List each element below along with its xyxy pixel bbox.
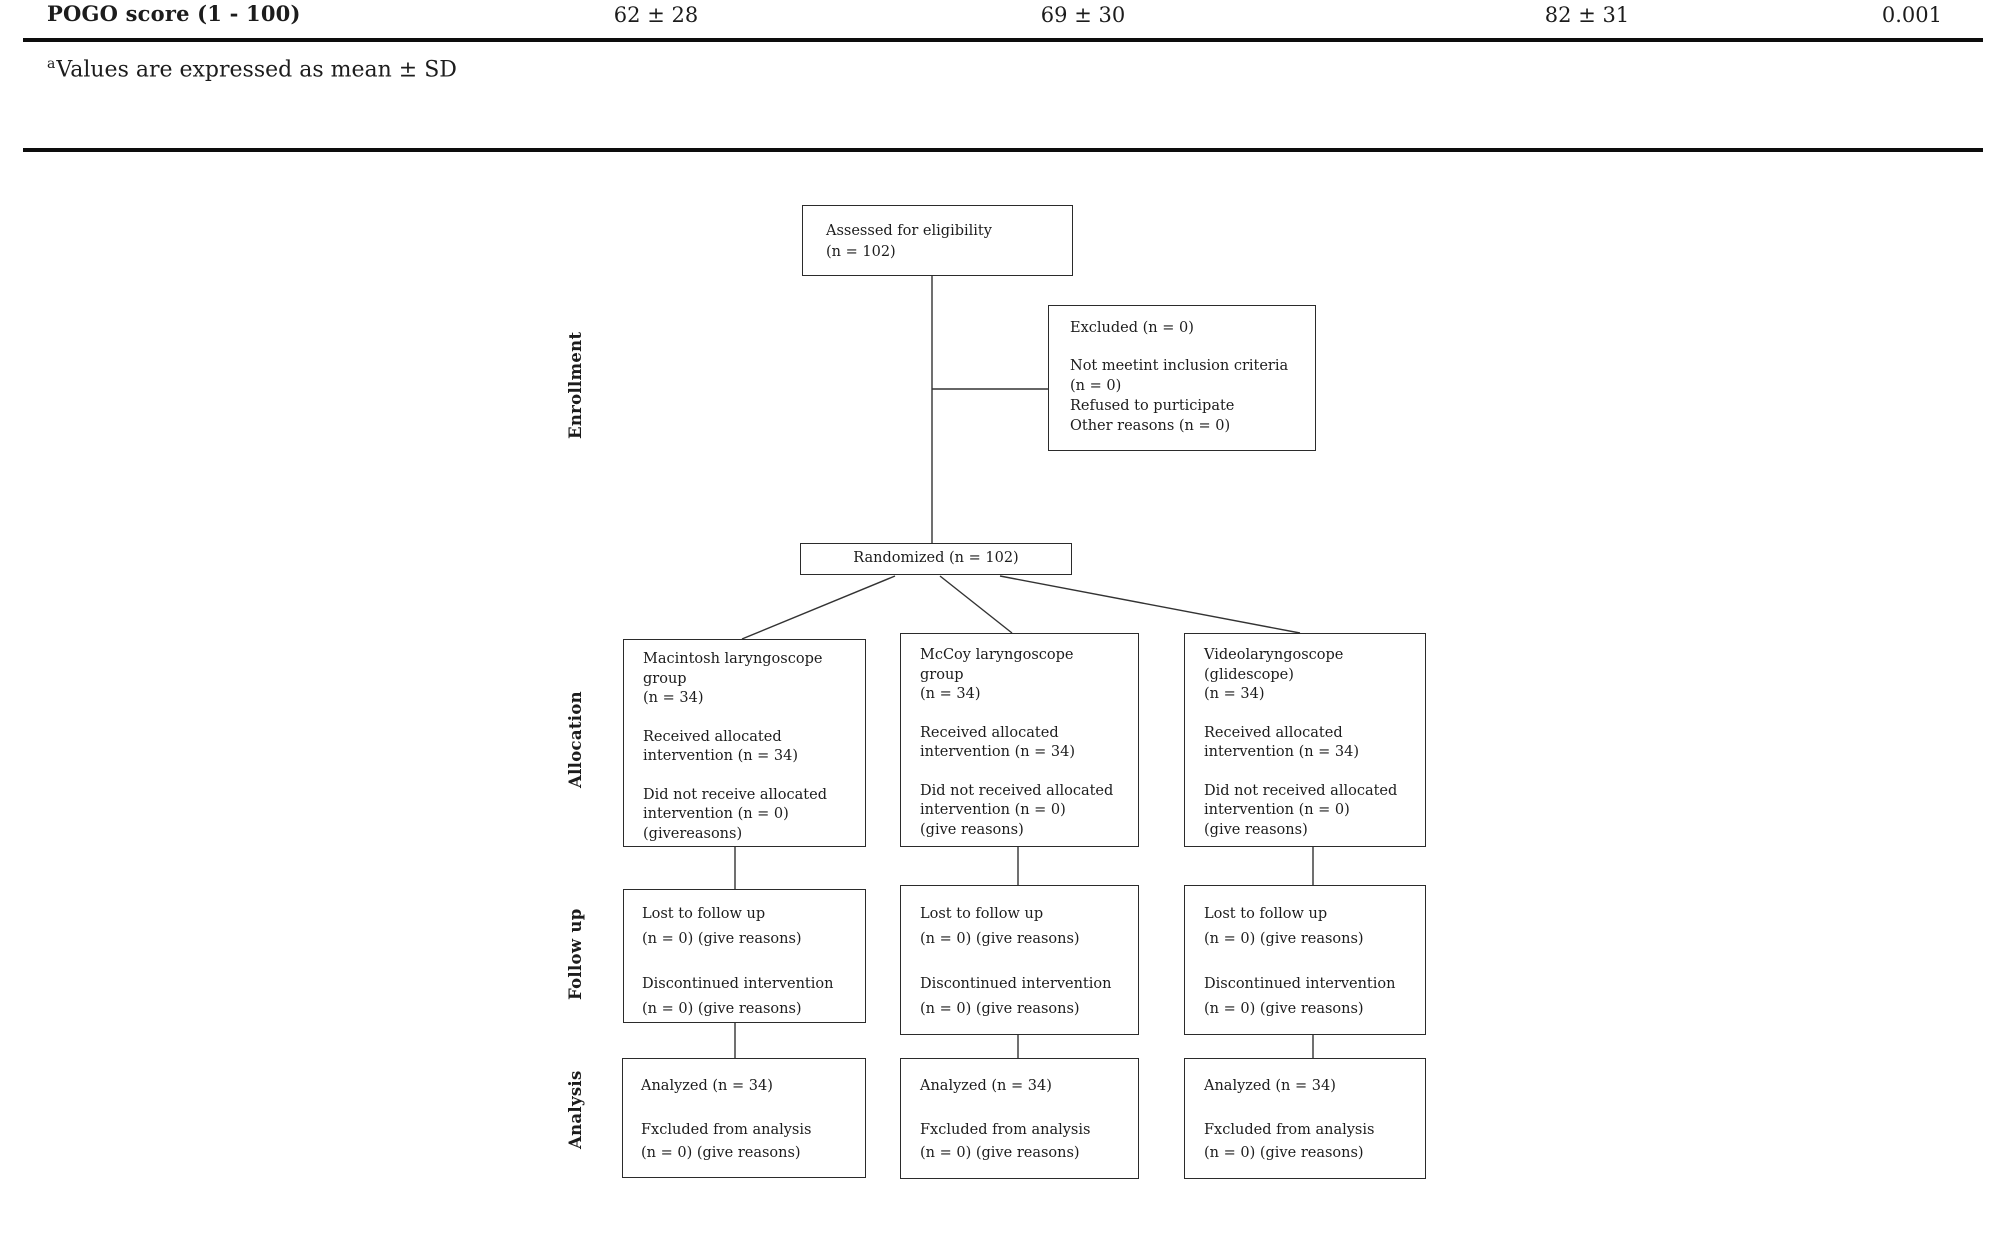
connector-diagonal-macintosh [742, 576, 895, 639]
flow-box-excluded: Excluded (n = 0) Not meetint inclusion criteria (n = 0) Refused to purticipate Other reasons (n = 0) [1048, 305, 1316, 451]
randomized-label: Randomized (n = 102) [853, 550, 1019, 567]
footnote-marker: a [47, 56, 56, 72]
flow-box-followup-mccoy: Lost to follow up (n = 0) (give reasons) Discontinued intervention (n = 0) (give reasons) [900, 885, 1139, 1035]
stage-label-allocation: Allocation [566, 691, 585, 788]
table-value-video: 82 ± 31 [1544, 3, 1630, 27]
flow-box-randomized [800, 543, 1072, 575]
flow-box-allocation-mccoy: McCoy laryngoscope group (n = 34) Received allocated intervention (n = 34) Did not received allocated intervention (n = 0) (give reasons) [900, 633, 1139, 847]
flow-box-allocation-macintosh: Macintosh laryngoscope group (n = 34) Received allocated intervention (n = 34) Did not receive allocated intervention (n = 0) (givereasons) [623, 639, 866, 847]
stage-label-follow-up: Follow up [566, 908, 585, 1000]
stage-label-analysis: Analysis [566, 1070, 585, 1150]
flow-box-analysis-mccoy: Analyzed (n = 34) Fxcluded from analysis (n = 0) (give reasons) [900, 1058, 1139, 1179]
stage-label-enrollment: Enrollment [566, 331, 585, 439]
connector-diagonal-mccoy [940, 576, 1012, 633]
flow-box-allocation-video: Videolaryngoscope (glidescope) (n = 34) Received allocated intervention (n = 34) Did not received allocated intervention (n = 0) (give reasons) [1184, 633, 1426, 847]
flow-box-analysis-video: Analyzed (n = 34) Fxcluded from analysis (n = 0) (give reasons) [1184, 1058, 1426, 1179]
flow-box-assessed: Assessed for eligibility (n = 102) [802, 205, 1073, 276]
flow-box-followup-macintosh: Lost to follow up (n = 0) (give reasons) Discontinued intervention (n = 0) (give reasons) [623, 889, 866, 1023]
table-row-label: POGO score (1 - 100) [47, 1, 301, 26]
footnote-text: Values are expressed as mean ± SD [56, 57, 457, 83]
flow-box-analysis-macintosh: Analyzed (n = 34) Fxcluded from analysis (n = 0) (give reasons) [622, 1058, 866, 1178]
table-value-macintosh: 62 ± 28 [613, 3, 699, 27]
table-p-value: 0.001 [1881, 3, 1942, 27]
table-value-mccoy: 69 ± 30 [1040, 3, 1126, 27]
connector-diagonal-video [1000, 576, 1300, 633]
flow-box-followup-video: Lost to follow up (n = 0) (give reasons) Discontinued intervention (n = 0) (give reasons) [1184, 885, 1426, 1035]
